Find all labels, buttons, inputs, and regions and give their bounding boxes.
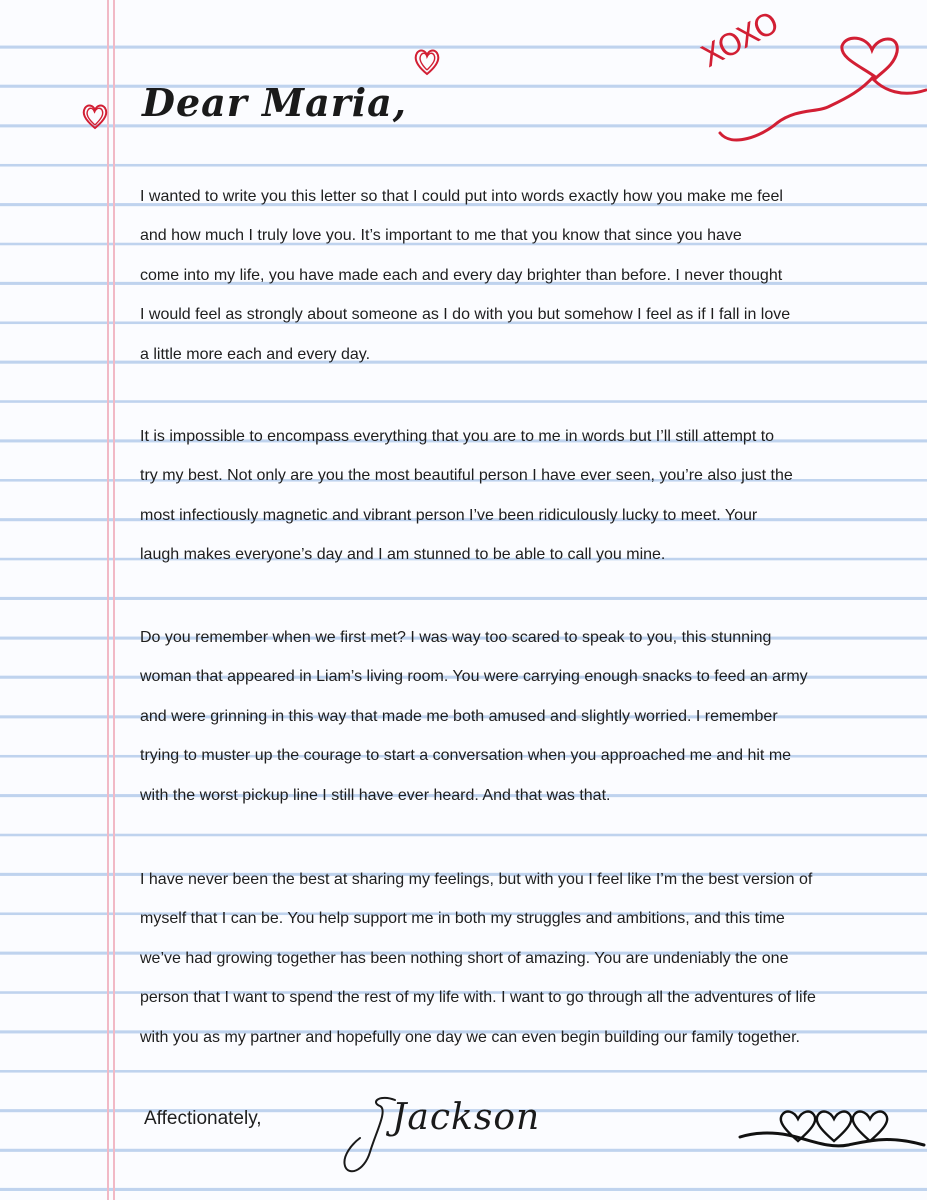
text-line: most infectiously magnetic and vibrant person I’ve been ridiculously lucky to meet. Your — [140, 506, 758, 524]
small-heart-icon — [412, 44, 442, 78]
text-line: person that I want to spend the rest of my life with. I want to go through all the adventures of life — [140, 989, 816, 1007]
text-line: a little more each and every day. — [140, 345, 371, 363]
text-line: come into my life, you have made each and every day brighter than before. I never thought — [140, 266, 783, 284]
paragraph — [140, 628, 890, 825]
text-line: It is impossible to encompass everything that you are to me in words but I’ll still attempt to — [140, 428, 775, 445]
text-line: woman that appeared in Liam’s living room. You were carrying enough snacks to feed an army — [140, 668, 808, 686]
triple-heart-doodle-icon — [738, 1105, 927, 1155]
text-line: I would feel as strongly about someone as I do with you but somehow I feel as if I fall in love — [140, 306, 791, 324]
closing: Affectionately, — [144, 1108, 262, 1129]
margin-line — [113, 0, 115, 1200]
paragraph — [140, 870, 890, 1067]
text-line: myself that I can be. You help support me in both my struggles and ambitions, and this time — [140, 910, 785, 928]
text-line: and were grinning in this way that made me both amused and slightly worried. I remember — [140, 707, 778, 725]
salutation: Dear Maria, — [142, 80, 407, 125]
text-line: laugh makes everyone’s day and I am stunned to be able to call you mine. — [140, 546, 666, 564]
signature-flourish — [340, 1092, 400, 1182]
text-line: Do you remember when we first met? I was way too scared to speak to you, this stunning — [140, 629, 772, 646]
paragraph — [140, 427, 890, 585]
text-line: try my best. Not only are you the most beautiful person I have ever seen, you’re also just the — [140, 467, 793, 485]
xoxo-heart-doodle-icon — [712, 28, 927, 148]
margin-line — [107, 0, 109, 1200]
small-heart-icon — [80, 100, 110, 132]
text-line: with you as my partner and hopefully one day we can even begin building our family together. — [140, 1028, 800, 1046]
text-line: we’ve had growing together has been nothing short of amazing. You are undeniably the one — [140, 949, 789, 967]
text-line: with the worst pickup line I still have ever heard. And that was that. — [140, 786, 611, 804]
xoxo-text: XOXO — [695, 5, 785, 76]
text-line: trying to muster up the courage to start a conversation when you approached me and hit me — [140, 747, 792, 765]
signature: Jackson — [392, 1097, 541, 1138]
text-line: I wanted to write you this letter so that I could put into words exactly how you make me feel — [140, 188, 783, 205]
text-line: I have never been the best at sharing my feelings, but with you I feel like I’m the best version of — [140, 871, 813, 888]
paragraph — [140, 187, 890, 384]
text-line: and how much I truly love you. It’s important to me that you know that since you have — [140, 227, 742, 245]
